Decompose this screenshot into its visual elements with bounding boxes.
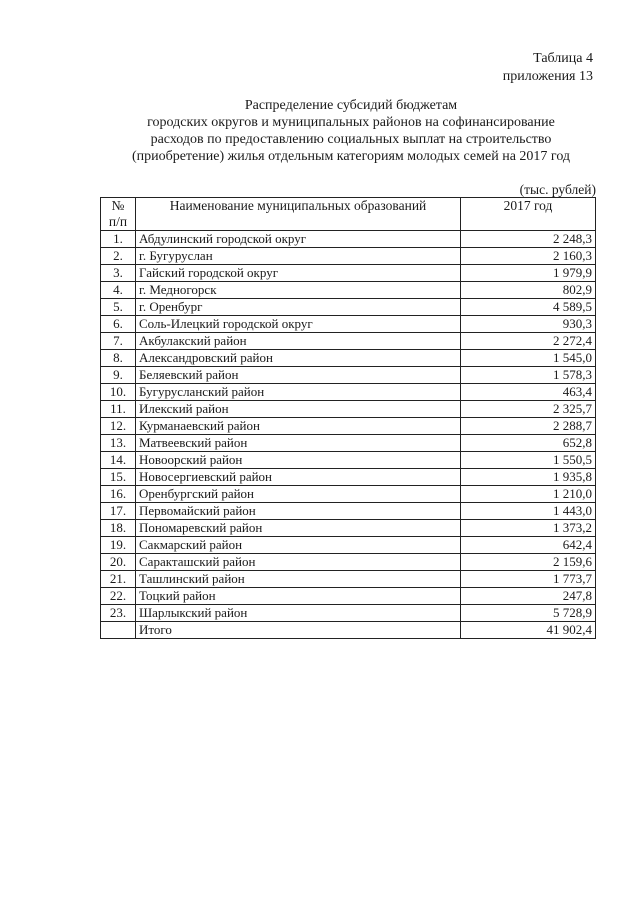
row-municipality: Гайский городской округ	[136, 265, 461, 282]
annex-reference: приложения 13	[502, 69, 593, 84]
row-amount: 1 443,0	[461, 503, 596, 520]
row-amount: 1 979,9	[461, 265, 596, 282]
row-amount: 1 550,5	[461, 452, 596, 469]
row-municipality: г. Оренбург	[136, 299, 461, 316]
document-title	[98, 97, 604, 165]
row-amount: 2 160,3	[461, 248, 596, 265]
table-row	[101, 588, 596, 605]
table-body	[101, 231, 596, 639]
units-label: (тыс. рублей)	[519, 182, 596, 197]
row-number: 11.	[101, 401, 136, 418]
title-line-3: расходов по предоставлению социальных выплат на строительство	[150, 132, 552, 147]
header-number	[101, 198, 136, 231]
row-municipality: Тоцкий район	[136, 588, 461, 605]
table-row	[101, 333, 596, 350]
row-amount: 652,8	[461, 435, 596, 452]
row-municipality: Беляевский район	[136, 367, 461, 384]
row-number: 2.	[101, 248, 136, 265]
total-number	[101, 622, 136, 639]
table-row	[101, 231, 596, 248]
table-row	[101, 537, 596, 554]
row-amount: 2 288,7	[461, 418, 596, 435]
row-amount: 5 728,9	[461, 605, 596, 622]
table-row	[101, 452, 596, 469]
row-municipality: Акбулакский район	[136, 333, 461, 350]
row-number: 4.	[101, 282, 136, 299]
row-municipality: Пономаревский район	[136, 520, 461, 537]
row-number: 1.	[101, 231, 136, 248]
row-amount: 802,9	[461, 282, 596, 299]
row-number: 20.	[101, 554, 136, 571]
row-municipality: Новоорский район	[136, 452, 461, 469]
header-number-symbol: №	[111, 198, 125, 213]
row-amount: 247,8	[461, 588, 596, 605]
row-number: 17.	[101, 503, 136, 520]
table-row	[101, 571, 596, 588]
row-amount: 1 373,2	[461, 520, 596, 537]
row-number: 21.	[101, 571, 136, 588]
row-amount: 1 773,7	[461, 571, 596, 588]
row-amount: 2 272,4	[461, 333, 596, 350]
row-amount: 642,4	[461, 537, 596, 554]
row-municipality: Оренбургский район	[136, 486, 461, 503]
row-municipality: Первомайский район	[136, 503, 461, 520]
table-row	[101, 401, 596, 418]
row-amount: 1 545,0	[461, 350, 596, 367]
subsidy-table	[100, 197, 596, 639]
row-number: 5.	[101, 299, 136, 316]
row-number: 15.	[101, 469, 136, 486]
row-number: 10.	[101, 384, 136, 401]
table-row	[101, 520, 596, 537]
row-number: 8.	[101, 350, 136, 367]
row-number: 12.	[101, 418, 136, 435]
row-number: 3.	[101, 265, 136, 282]
table-reference	[503, 50, 593, 86]
row-number: 7.	[101, 333, 136, 350]
row-municipality: Илекский район	[136, 401, 461, 418]
row-number: 13.	[101, 435, 136, 452]
table-row	[101, 503, 596, 520]
row-amount: 1 935,8	[461, 469, 596, 486]
row-municipality: г. Медногорск	[136, 282, 461, 299]
table-row	[101, 316, 596, 333]
row-number: 23.	[101, 605, 136, 622]
table-row	[101, 435, 596, 452]
table-row	[101, 248, 596, 265]
table-row	[101, 486, 596, 503]
total-municipality: Итого	[136, 622, 461, 639]
row-municipality: Сакмарский район	[136, 537, 461, 554]
table-total-row	[101, 622, 596, 639]
row-number: 14.	[101, 452, 136, 469]
row-municipality: Саракташский район	[136, 554, 461, 571]
row-number: 19.	[101, 537, 136, 554]
row-municipality: Бугурусланский район	[136, 384, 461, 401]
row-amount: 2 325,7	[461, 401, 596, 418]
table-header-row	[101, 198, 596, 231]
row-amount: 1 210,0	[461, 486, 596, 503]
header-municipality: Наименование муниципальных образований	[136, 198, 461, 231]
table-row	[101, 469, 596, 486]
table-row	[101, 418, 596, 435]
row-municipality: Шарлыкский район	[136, 605, 461, 622]
row-amount: 463,4	[461, 384, 596, 401]
table-row	[101, 554, 596, 571]
row-amount: 2 159,6	[461, 554, 596, 571]
row-number: 16.	[101, 486, 136, 503]
row-municipality: Новосергиевский район	[136, 469, 461, 486]
row-number: 18.	[101, 520, 136, 537]
row-amount: 2 248,3	[461, 231, 596, 248]
title-line-2: городских округов и муниципальных районов на софинансирование	[147, 115, 555, 130]
title-line-1: Распределение субсидий бюджетам	[244, 98, 458, 113]
row-municipality: Александровский район	[136, 350, 461, 367]
row-municipality: Матвеевский район	[136, 435, 461, 452]
row-number: 6.	[101, 316, 136, 333]
row-number: 22.	[101, 588, 136, 605]
table-row	[101, 299, 596, 316]
table-row	[101, 265, 596, 282]
table-row	[101, 282, 596, 299]
row-municipality: г. Бугуруслан	[136, 248, 461, 265]
header-year: 2017 год	[461, 198, 596, 231]
total-amount: 41 902,4	[461, 622, 596, 639]
row-amount: 930,3	[461, 316, 596, 333]
row-amount: 1 578,3	[461, 367, 596, 384]
row-municipality: Абдулинский городской округ	[136, 231, 461, 248]
table-row	[101, 605, 596, 622]
table-row	[101, 350, 596, 367]
table-row	[101, 384, 596, 401]
row-amount: 4 589,5	[461, 299, 596, 316]
table-number: Таблица 4	[533, 51, 593, 66]
table-row	[101, 367, 596, 384]
header-number-abbr: п/п	[108, 214, 128, 229]
row-municipality: Курманаевский район	[136, 418, 461, 435]
row-municipality: Ташлинский район	[136, 571, 461, 588]
title-line-4: (приобретение) жилья отдельным категориям молодых семей на 2017 год	[131, 149, 571, 164]
row-municipality: Соль-Илецкий городской округ	[136, 316, 461, 333]
row-number: 9.	[101, 367, 136, 384]
